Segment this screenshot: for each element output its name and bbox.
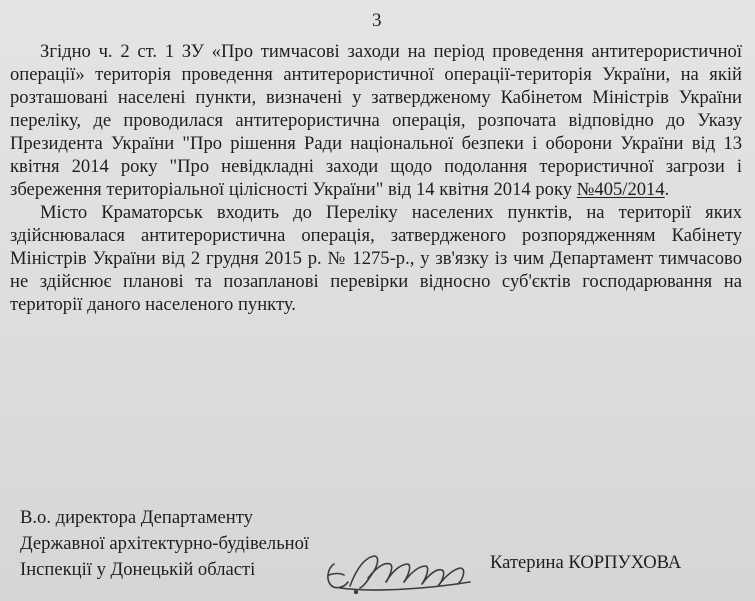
signer-name: Катерина КОРПУХОВА (490, 552, 682, 573)
paragraph-1-end: . (664, 179, 670, 200)
signer-position-line-2: Державної архітектурно-будівельної (20, 533, 310, 554)
paragraph-kramatorsk: Місто Краматорськ входить до Переліку населених пунктів, на території яких здійснювалася антитерористична операція, затвердженого розпорядженням Кабінету Міністрів України від 2 грудня 2015 р. № 1275-р., у зв'язку із чим Департамент тимчасово не здійснює планові та позапланові перевірки відносно суб'єктів господарювання на території даного населеного пункту. (10, 202, 742, 315)
signer-position-line-1: В.о. директора Департаменту (20, 507, 253, 528)
paragraph-1-text: Згідно ч. 2 ст. 1 ЗУ «Про тимчасові заходи на період проведення антитерористичної операції» територія проведення антитерористичної операції-територія України, на якій розташовані населені пункти, визначені у затвердженому Кабінетом Міністрів України переліку, де проводилася антитерористична операція, розпочата відповідно до Указу Президента України "Про рішення Ради національної безпеки і оборони України від 13 квітня 2014 року "Про невідкладні заходи щодо подолання терористичної загрози і збереження територіальної цілісності України" від 14 квітня 2014 року (10, 41, 742, 200)
handwritten-signature (320, 548, 480, 596)
signature-block (20, 505, 309, 583)
paragraph-ato-territory (10, 40, 742, 201)
page-number: 3 (372, 10, 382, 31)
signer-position-line-3: Інспекції у Донецькій області (20, 559, 256, 580)
decree-number-link[interactable]: №405/2014 (576, 179, 665, 200)
letter-body (10, 40, 742, 316)
